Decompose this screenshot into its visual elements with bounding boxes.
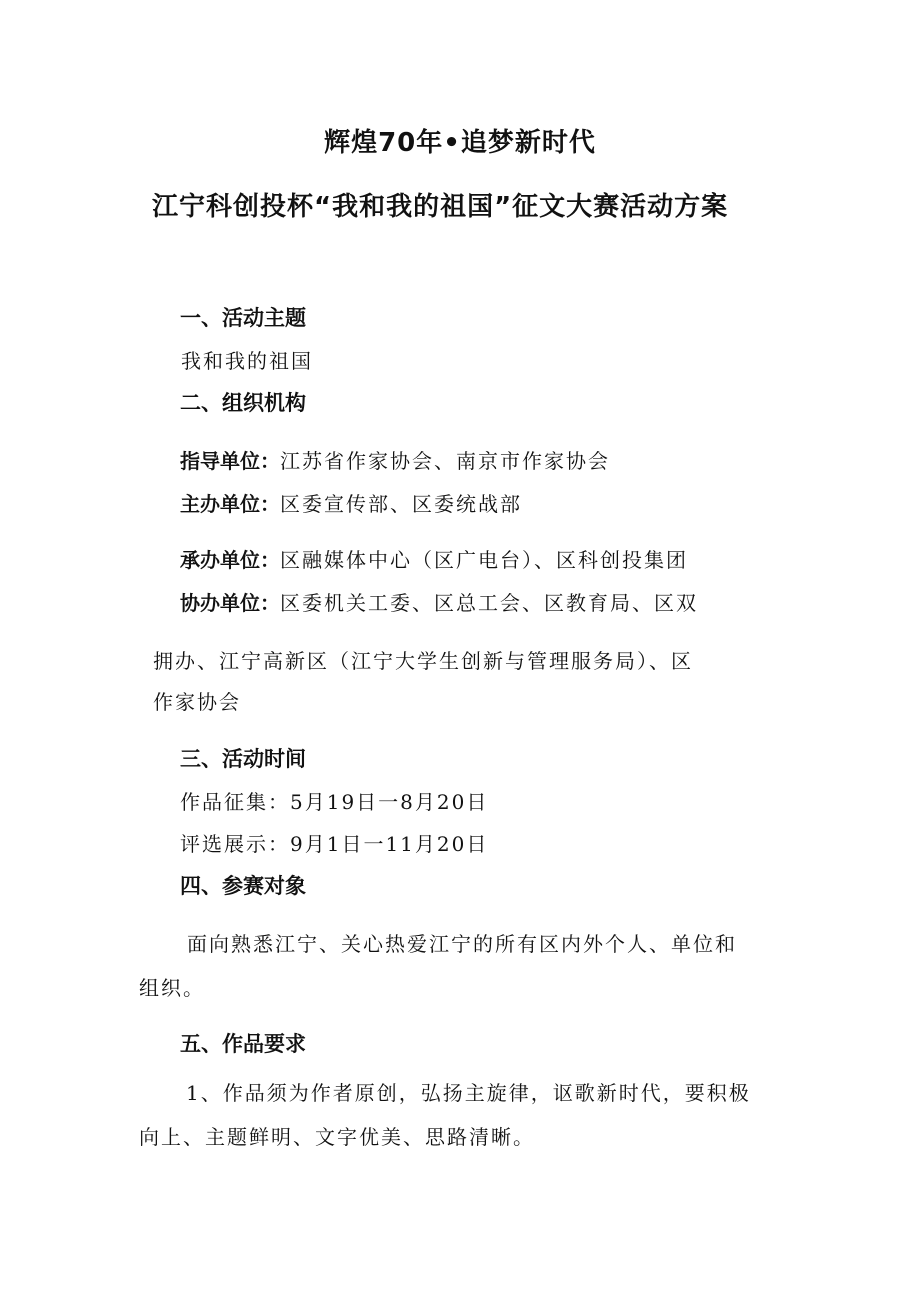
review-period: 评选展示：9月1日一11月20日	[180, 832, 489, 856]
organizer-unit-label: 承办单位：	[180, 548, 280, 572]
co-unit-row	[180, 587, 698, 616]
document-title: 辉煌70年•追梦新时代	[324, 128, 596, 158]
document-subtitle: 江宁科创投杯“我和我的祖国”征文大赛活动方案	[152, 192, 729, 222]
guide-unit-text: 江苏省作家协会、南京市作家协会	[280, 449, 610, 473]
guide-unit-row	[180, 445, 610, 474]
participants-text-continuation: 组织。	[139, 976, 205, 1000]
co-unit-text: 区委机关工委、区总工会、区教育局、区双	[280, 591, 698, 615]
collection-period: 作品征集：5月19日一8月20日	[180, 790, 489, 814]
organizer-unit-row	[180, 544, 688, 573]
section-heading-theme: 一、活动主题	[180, 306, 306, 330]
host-unit-label: 主办单位：	[180, 492, 280, 516]
section-heading-time: 三、活动时间	[180, 747, 306, 771]
participants-text: 面向熟悉江宁、关心热爱江宁的所有区内外个人、单位和	[187, 932, 737, 956]
host-unit-text: 区委宣传部、区委统战部	[280, 492, 522, 516]
theme-text: 我和我的祖国	[181, 349, 313, 373]
requirement-item-1-continuation: 向上、主题鲜明、文字优美、思路清晰。	[139, 1125, 535, 1149]
organizer-unit-text: 区融媒体中心（区广电台）、区科创投集团	[280, 548, 688, 572]
section-heading-participants: 四、参赛对象	[180, 874, 306, 898]
section-heading-organization: 二、组织机构	[180, 391, 306, 415]
co-unit-continuation-2: 作家协会	[153, 690, 241, 714]
requirement-item-1: 1、作品须为作者原创，弘扬主旋律，讴歌新时代，要积极	[186, 1081, 751, 1105]
guide-unit-label: 指导单位：	[180, 449, 280, 473]
co-unit-continuation: 拥办、江宁高新区（江宁大学生创新与管理服务局）、区	[153, 649, 693, 673]
section-heading-requirements: 五、作品要求	[180, 1032, 306, 1056]
host-unit-row	[180, 488, 522, 517]
co-unit-label: 协办单位：	[180, 591, 280, 615]
